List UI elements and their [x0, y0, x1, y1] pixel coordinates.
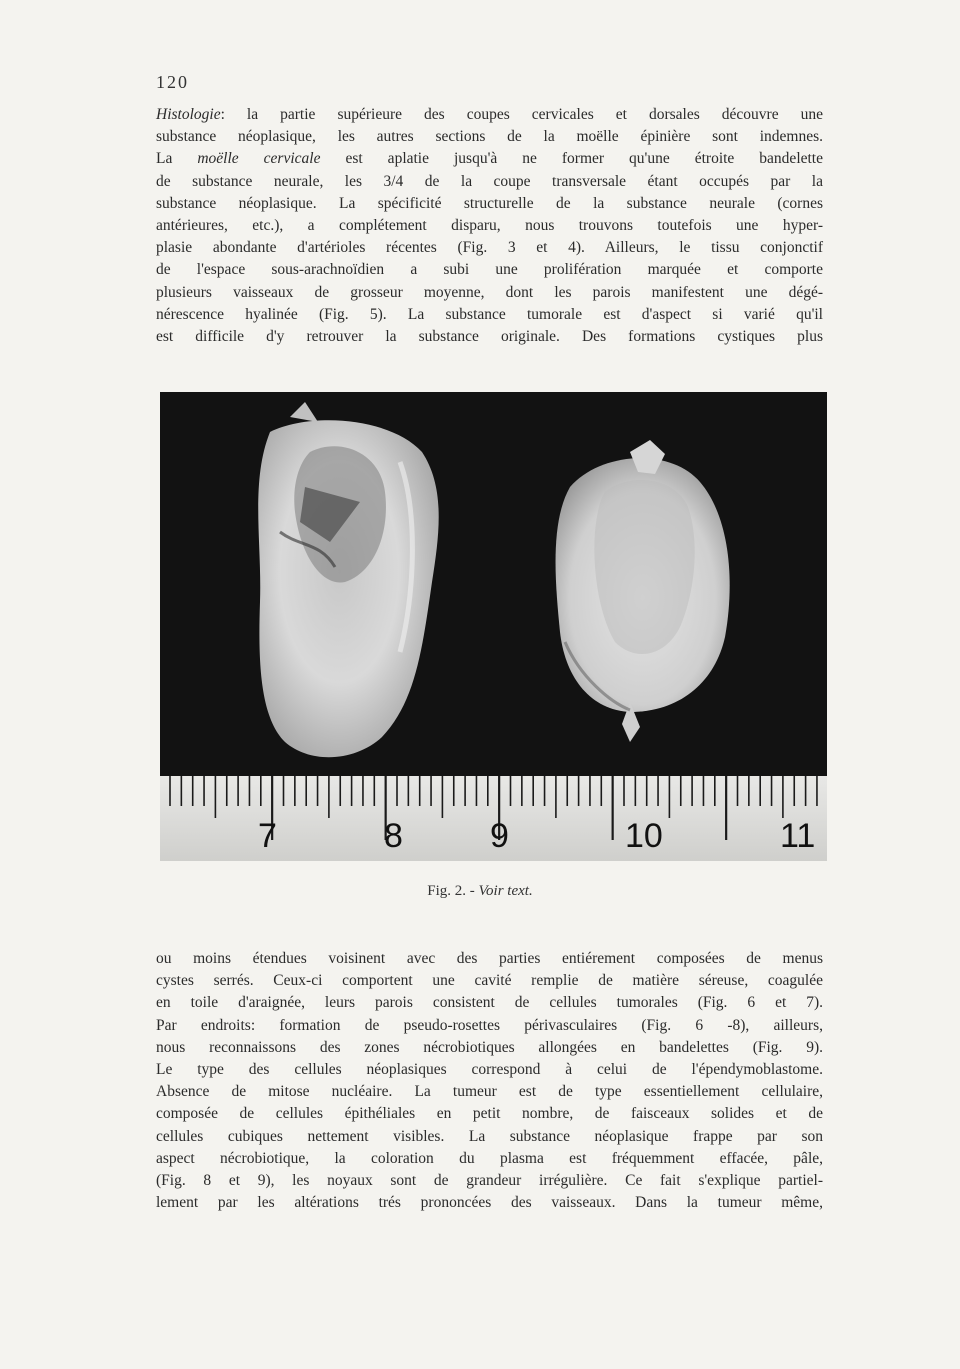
text-line: de substance neurale, les 3/4 de la coupe transversale étant occupés par la: [156, 172, 823, 190]
text-line: en toile d'araignée, leurs parois consistent de cellules tumorales (Fig. 6 et 7).: [156, 994, 823, 1012]
text-line: substance néoplasique. La spécificité structurelle de la substance neurale (cornes: [156, 194, 823, 212]
top-paragraph: [156, 104, 823, 348]
text-line: antérieures, etc.), a complétement disparu, nous trouvons toutefois une hyper-: [156, 217, 823, 235]
specimen-photograph: [160, 392, 827, 861]
text-line: ou moins étendues voisinent avec des parties entiérement composées de menus: [156, 950, 823, 967]
text-line: nous reconnaissons des zones nécrobiotiques allongées en bandelettes (Fig. 9).: [156, 1038, 823, 1056]
text-line: est difficile d'y retrouver la substance originale. Des formations cystiques plus: [156, 328, 823, 346]
text-line: plusieurs vaisseaux de grosseur moyenne, dont les parois manifestent une dégé-: [156, 283, 823, 301]
text-line: Par endroits: formation de pseudo-rosettes périvasculaires (Fig. 6 -8), ailleurs,: [156, 1016, 823, 1034]
text-line: plasie abondante d'artérioles récentes (Fig. 3 et 4). Ailleurs, le tissu conjonctif: [156, 239, 823, 257]
page-number: 120: [156, 72, 189, 92]
measurement-ruler: [160, 776, 827, 861]
ruler-number: 10: [625, 817, 663, 855]
text-line: de l'espace sous-arachnoïdien a subi une prolifération marquée et comporte: [156, 261, 823, 279]
ruler-number: 8: [384, 817, 403, 855]
figure-caption: Fig. 2. - Voir text.: [427, 883, 533, 899]
bottom-paragraph: [156, 948, 823, 1214]
text-line: composée de cellules épithéliales en petit nombre, de faisceaux solides et de: [156, 1105, 823, 1123]
ruler-number: 7: [258, 817, 277, 855]
text-line: substance néoplasique, les autres sections de la moëlle épinière sont indemnes.: [156, 128, 823, 146]
text-line: cellules cubiques nettement visibles. La substance néoplasique frappe par son: [156, 1127, 823, 1145]
text-line: (Fig. 8 et 9), les noyaux sont de grandeur irrégulière. Ce fait s'explique partiel-: [156, 1172, 823, 1190]
text-line: lement par les altérations trés prononcées des vaisseaux. Dans la tumeur même,: [156, 1194, 823, 1212]
text-line: Histologie: la partie supérieure des coupes cervicales et dorsales découvre une: [156, 106, 823, 123]
text-line: Le type des cellules néoplasiques correspond à celui de l'épendymoblastome.: [156, 1061, 823, 1079]
text-line: nérescence hyalinée (Fig. 5). La substance tumorale est d'aspect si varié qu'il: [156, 305, 823, 323]
ruler-number: 11: [780, 817, 816, 855]
ruler-number: 9: [490, 817, 509, 855]
text-line: La moëlle cervicale est aplatie jusqu'à ne former qu'une étroite bandelette: [156, 150, 823, 168]
text-line: cystes serrés. Ceux-ci comportent une cavité remplie de matière séreuse, coagulée: [156, 972, 823, 990]
text-line: Absence de mitose nucléaire. La tumeur est de type essentiellement cellulaire,: [156, 1083, 823, 1101]
text-line: aspect nécrobiotique, la coloration du plasma est fréquemment effacée, pâle,: [156, 1149, 823, 1167]
